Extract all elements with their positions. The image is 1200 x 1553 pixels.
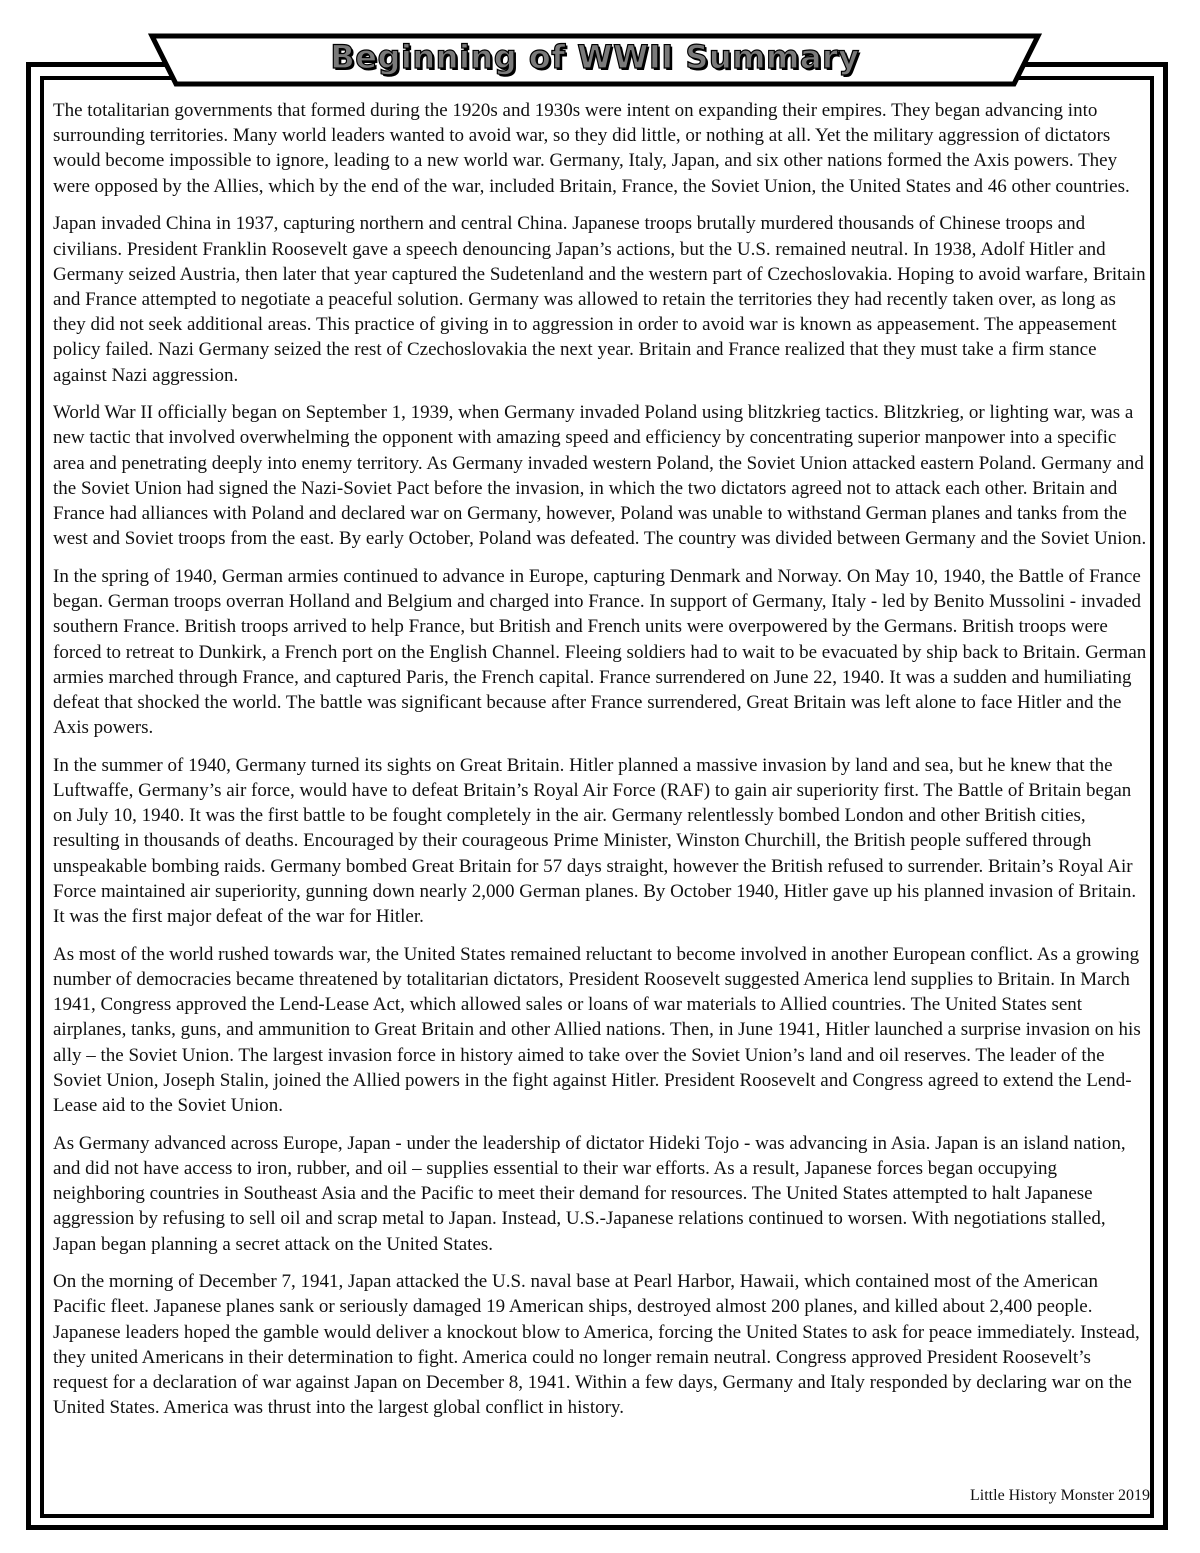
- paragraph: Japan invaded China in 1937, capturing northern and central China. Japanese troops brutally murdered thousands of Chinese troops and civilians. President Franklin Roosevelt gave a speech denouncing Japan’s actions, but the U.S. remained neutral. In 1938, Adolf Hitler and Germany seized Austria, then later that year captured the Sudetenland and the western part of Czechoslovakia. Hoping to avoid warfare, Britain and France attempted to negotiate a peaceful solution. Germany was allowed to retain the territories they had recently taken over, as long as they did not seek additional areas. This practice of giving in to aggression in order to avoid war is known as appeasement. The appeasement policy failed. Nazi Germany seized the rest of Czechoslovakia the next year. Britain and France realized that they must take a firm stance against Nazi aggression.: [53, 213, 1146, 386]
- paragraph: As most of the world rushed towards war, the United States remained reluctant to become involved in another European conflict. As a growing number of democracies became threatened by totalitarian dictators, President Roosevelt suggested America lend supplies to Britain. In March 1941, Congress approved the Lend-Lease Act, which allowed sales or loans of war materials to Allied countries. The United States sent airplanes, tanks, guns, and ammunition to Great Britain and other Allied nations. Then, in June 1941, Hitler launched a surprise invasion on his ally – the Soviet Union. The largest invasion force in history aimed to take over the Soviet Union’s land and oil reserves. The leader of the Soviet Union, Joseph Stalin, joined the Allied powers in the fight against Hitler. President Roosevelt and Congress agreed to extend the Lend-Lease aid to the Soviet Union.: [53, 943, 1141, 1117]
- title-banner: [148, 32, 1042, 90]
- paragraph: In the summer of 1940, Germany turned its sights on Great Britain. Hitler planned a massive invasion by land and sea, but he knew that the Luftwaffe, Germany’s air force, would have to defeat Britain’s Royal Air Force (RAF) to gain air superiority first. The Battle of Britain began on July 10, 1940. It was the first battle to be fought completely in the air. Germany relentlessly bombed London and other British cities, resulting in thousands of deaths. Encouraged by their courageous Prime Minister, Winston Churchill, the British people suffered through unspeakable bombing raids. Germany bombed Great Britain for 57 days straight, however the British refused to surrender. Britain’s Royal Air Force maintained air superiority, gunning down nearly 2,000 German planes. By October 1940, Hitler gave up his planned invasion of Britain. It was the first major defeat of the war for Hitler.: [53, 754, 1137, 928]
- paragraph: As Germany advanced across Europe, Japan - under the leadership of dictator Hideki Tojo - was advancing in Asia. Japan is an island nation, and did not have access to iron, rubber, and oil – supplies essential to their war efforts. As a result, Japanese forces began occupying neighboring countries in Southeast Asia and the Pacific to meet their demand for resources. The United States attempted to halt Japanese aggression by refusing to sell oil and scrap metal to Japan. Instead, U.S.-Japanese relations continued to worsen. With negotiations stalled, Japan began planning a secret attack on the United States.: [53, 1132, 1126, 1255]
- paragraph: On the morning of December 7, 1941, Japan attacked the U.S. naval base at Pearl Harbor, Hawaii, which contained most of the American Pacific fleet. Japanese planes sank or seriously damaged 19 American ships, destroyed almost 200 planes, and killed about 2,400 people. Japanese leaders hoped the gamble would deliver a knockout blow to America, forcing the United States to ask for peace immediately. Instead, they united Americans in their determination to fight. America could no longer remain neutral. Congress approved President Roosevelt’s request for a declaration of war against Japan on December 8, 1941. Within a few days, Germany and Italy responded by declaring war on the United States. America was thrust into the largest global conflict in history.: [53, 1271, 1140, 1419]
- summary-body: [53, 98, 1149, 1433]
- paragraph: In the spring of 1940, German armies continued to advance in Europe, capturing Denmark and Norway. On May 10, 1940, the Battle of France began. German troops overran Holland and Belgium and charged into France. In support of Germany, Italy - led by Benito Mussolini - invaded southern France. British troops arrived to help France, but British and French units were overpowered by the Germans. British troops were forced to retreat to Dunkirk, a French port on the English Channel. Fleeing soldiers had to wait to be evacuated by ship back to Britain. German armies marched through France, and captured Paris, the French capital. France surrendered on June 22, 1940. It was a sudden and humiliating defeat that shocked the world. The battle was significant because after France surrendered, Great Britain was left alone to face Hitler and the Axis powers.: [53, 565, 1147, 739]
- page-title: Beginning of WWII Summary: [330, 38, 860, 76]
- paragraph: World War II officially began on September 1, 1939, when Germany invaded Poland using blitzkrieg tactics. Blitzkrieg, or lighting war, was a new tactic that involved overwhelming the opponent with amazing speed and efficiency by concentrating superior manpower into a specific area and penetrating deeply into enemy territory. As Germany invaded western Poland, the Soviet Union attacked eastern Poland. Germany and the Soviet Union had signed the Nazi-Soviet Pact before the invasion, in which the two dictators agreed not to attack each other. Britain and France had alliances with Poland and declared war on Germany, however, Poland was unable to withstand German planes and tanks from the west and Soviet troops from the east. By early October, Poland was defeated. The country was divided between Germany and the Soviet Union.: [53, 402, 1147, 550]
- paragraph: The totalitarian governments that formed during the 1920s and 1930s were intent on expanding their empires. They began advancing into surrounding territories. Many world leaders wanted to avoid war, so they did little, or nothing at all. Yet the military aggression of dictators would become impossible to ignore, leading to a new world war. Germany, Italy, Japan, and six other nations formed the Axis powers. They were opposed by the Allies, which by the end of the war, included Britain, France, the Soviet Union, the United States and 46 other countries.: [53, 100, 1130, 197]
- author-credit: Little History Monster 2019: [970, 1487, 1150, 1504]
